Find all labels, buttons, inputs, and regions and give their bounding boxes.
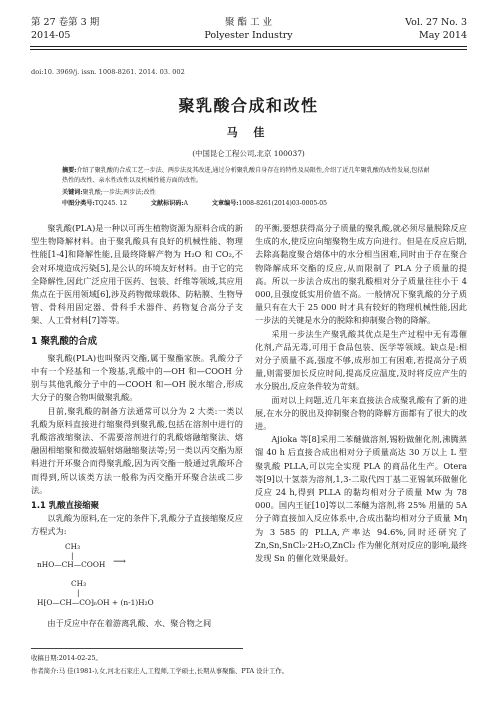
- right-paragraph-1: 的平衡,要想获得高分子质量的聚乳酸,就必须尽量脱除反应生成的水,使反应向缩聚物生成方向进行。但是在反应后期,去除高黏度聚合熔体中的水分相当困难,同时由于存在聚合物降解成环交酯的反应,从而限制了 PLA 分子质量的提高。所以一步法合成出的聚乳酸相对分子质量往往小于 4 000,且强度低实用价值不高。一般情况下聚乳酸的分子质量只有在大于 25 000 时才具有较好的物理机械性能,因此一步法的关键是水分的脱除和抑制聚合物的降解。: [255, 223, 467, 326]
- right-paragraph-2: 采用一步法生产聚乳酸其优点是生产过程中无有毒催化剂,产品无毒,可用于食品包装、医学等领域。缺点是:相对分子质量不高,强度不够,成形加工有困难,若提高分子质量,则需要加长反应时间,提高反应温度,及时将反应产生的水分脱出,反应条件较为苛刻。: [255, 328, 467, 392]
- right-paragraph-3: 面对以上问题,近几年来直接法合成聚乳酸有了新的进展,在水分的脱出及抑制聚合物的降解方面都有了很大的改进。: [255, 394, 467, 432]
- keywords-text: 聚乳酸;一步法;两步法;改性: [82, 189, 156, 196]
- section-1-1-paragraph-1: 以乳酸为原料,在一定的条件下,乳酸分子直接缩聚反应方程式为:: [31, 513, 243, 537]
- code-value: A: [183, 200, 189, 207]
- right-paragraph-4: Ajioka 等[8]采用二苯醚做溶剂,锡粉做催化剂,沸腾蒸馏 40 h 后直接合成出相对分子质量高达 30 万以上 L 型聚乳酸 PLLA,可以完全实现 PLA 的商品化生产。Otera 等[9]以十氢萘为溶剂,1,3-二取代四丁基二亚锡氧环做催化反应 24 h,得到 PLLA 的黏均相对分子质量 Mw 为 78 000。国内王征[10]等以二苯醚为溶剂,将 25% 用量的 5A 分子筛直接加入反应体系中,合成出黏均相对分子质量 Mη 为 3 585 的 PLLA,产率达 94.6%,同时还研究了 Zn,Sn,SnCl₂·2H₂O,ZnCl₂ 作为催化剂对反应的影响,最终发现 Sn 的催化效果最好。: [255, 434, 467, 564]
- section-1-1-heading: 1.1 乳酸直接缩聚: [31, 500, 100, 511]
- journal-header-right: [405, 16, 467, 42]
- intro-paragraph: 聚乳酸(PLA)是一种以可再生植物资源为原料合成的新型生物降解材料。由于聚乳酸具有良好的机械性能、物理性能[1-4]和降解性能,且最终降解产物为 H₂O 和 CO₂,不会对环境造成污染[5],是公认的环境友好材料。由于它的完全降解性,因此广泛应用于医药、包装、纤维等领域,其应用焦点在于医用领域[6],涉及药物微球载体、防粘膜、生物导管、骨科用固定器、骨科手术器件、药物复合高分子支架、人工骨材料[7]等等。: [31, 223, 243, 326]
- code-label: 文献标识码:: [150, 200, 184, 207]
- keywords: [62, 188, 435, 198]
- abstract-text: 介绍了聚乳酸的合成工艺一步法、两步法及其改进,通过分析聚乳酸自身存在的特性及局限性,介绍了近几年聚乳酸的改性发展,包括耐热性的改性、亲水性改性以及机械性能方面的改性。: [62, 167, 430, 184]
- artno-label: 文章编号:: [211, 200, 239, 207]
- journal-name-cn: 聚 酯 工 业: [224, 17, 273, 28]
- footnote-rule: [31, 648, 243, 649]
- formula-bond-product: |: [77, 587, 80, 597]
- footnote-author-bio: 作者简介:马 佳(1981-),女,河北石家庄人,工程师,工学硕士,长期从事聚酯、PTA 设计工作。: [31, 667, 289, 675]
- reaction-equation: [31, 539, 243, 617]
- section-1-paragraph-1: 聚乳酸(PLA)也叫聚丙交酯,属于聚酯家族。乳酸分子中有一个羟基和一个羧基,乳酸中的—OH 和—COOH 分别与其他乳酸分子中的—COOH 和—OH 脱水缩合,形成大分子的聚合物叫做聚乳酸。: [31, 352, 243, 403]
- keywords-label: 关键词:: [62, 189, 83, 196]
- formula-product: H⁅O—CH—CO⁆ₙOH + (n-1)H₂O: [37, 597, 154, 607]
- issue-date-en: May 2014: [419, 30, 467, 41]
- cls-value: TQ245. 12: [94, 200, 128, 207]
- artno-value: 1008-8261(2014)03-0005-05: [238, 200, 328, 207]
- volume-issue-en: Vol. 27 No. 3: [405, 17, 467, 28]
- right-column: [255, 222, 467, 565]
- formula-reactant: nHO—CH—COOH: [37, 559, 106, 569]
- doi: doi:10. 3969/j. issn. 1008-8261. 2014. 03. 002: [31, 68, 185, 76]
- abstract: [62, 166, 435, 186]
- paper-title: 聚乳酸合成和改性: [178, 96, 319, 115]
- abstract-label: 摘要:: [62, 167, 77, 174]
- footnote-received: 收稿日期:2014-02-25。: [31, 654, 102, 662]
- section-1-1-paragraph-2: 由于反应中存在着游离乳酸、水、聚合物之间: [47, 617, 212, 628]
- issue-date: 2014-05: [31, 30, 71, 41]
- volume-issue: 第 27 卷第 3 期: [31, 17, 100, 28]
- left-column: [31, 222, 243, 630]
- author-name: 马 佳: [226, 126, 271, 139]
- formula-ch3-product: CH₃: [71, 578, 87, 588]
- formula-bond-top: |: [71, 550, 74, 560]
- classification: [62, 199, 435, 209]
- section-1-paragraph-2: 目前,聚乳酸的制备方法通常可以分为 2 大类:一类以乳酸为原料直接进行缩聚得到聚乳酸,包括在溶剂中进行的乳酸溶液缩聚法、不需要溶剂进行的乳酸熔融缩聚法、熔融固相缩聚和微波辐射熔融缩聚法等;另一类以丙交酯为原料进行开环聚合而得聚乳酸,因为丙交酯一般通过乳酸环合而得到,所以该类方法一般称为丙交酯开环聚合法或二步法。: [31, 405, 243, 495]
- header-rule-thick: [30, 46, 467, 47]
- formula-arrow: ⟶: [113, 556, 126, 567]
- header-rule-thin: [30, 49, 467, 50]
- cls-label: 中图分类号:: [62, 200, 95, 207]
- section-1-heading: 1 聚乳酸的合成: [31, 335, 98, 347]
- affiliation: (中国昆仑工程公司,北京 100037): [192, 149, 305, 158]
- formula-ch3-top: CH₃: [65, 541, 81, 551]
- journal-name-en: Polyester Industry: [204, 30, 293, 41]
